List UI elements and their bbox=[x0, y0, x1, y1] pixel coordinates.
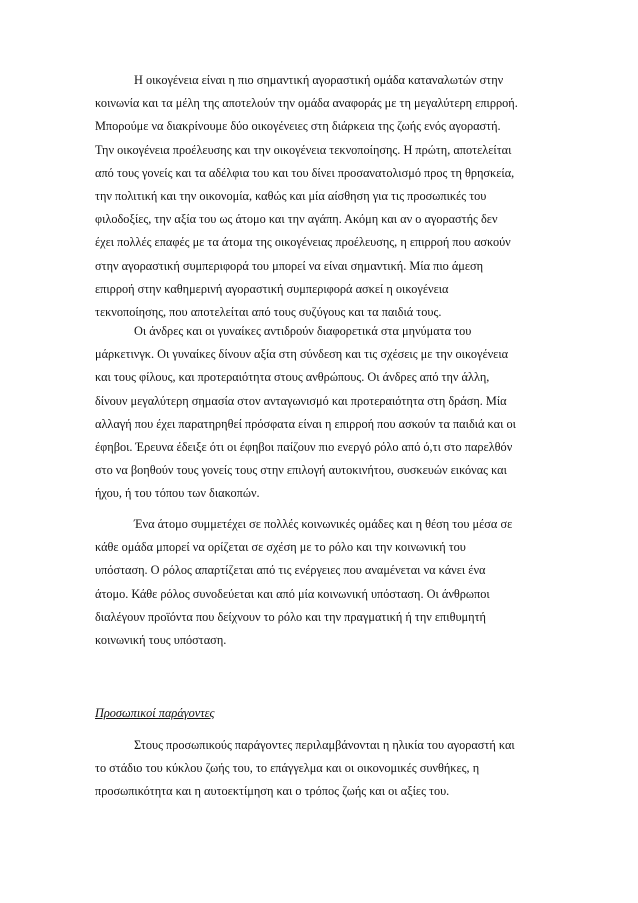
paragraph-line: ήχου, ή του τόπου των διακοπών. bbox=[95, 486, 260, 501]
paragraph-line: την πολιτική και την οικονομία, καθώς και μία αίσθηση για τις προσωπικές του bbox=[95, 188, 487, 203]
paragraph-line: προσωπικότητα και η αυτοεκτίμηση και ο τρόπος ζωής και οι αξίες του. bbox=[95, 784, 450, 799]
paragraph-family bbox=[95, 69, 555, 324]
paragraph-line: Την οικογένεια προέλευσης και την οικογένεια τεκνοποίησης. Η πρώτη, αποτελείται bbox=[95, 142, 512, 157]
paragraph-line: στο να βοηθούν τους γονείς τους στην επιλογή αυτοκινήτου, συσκευών εικόνας και bbox=[95, 463, 507, 478]
paragraph-line: Στους προσωπικούς παράγοντες περιλαμβάνονται η ηλικία του αγοραστή και bbox=[134, 738, 515, 752]
paragraph-line: Οι άνδρες και οι γυναίκες αντιδρούν διαφορετικά στα μηνύματα του bbox=[134, 324, 472, 338]
paragraph-line: κοινωνική τους υπόσταση. bbox=[95, 632, 227, 647]
paragraph-line: στην αγοραστική συμπεριφορά του μπορεί να είναι σημαντική. Μία πιο άμεση bbox=[95, 258, 484, 273]
paragraph-line: υπόσταση. Ο ρόλος απαρτίζεται από τις ενέργειες που αναμένεται να κάνει ένα bbox=[95, 563, 486, 578]
paragraph-line: και τους φίλους, και προτεραιότητα στους ανθρώπους. Οι άνδρες από την άλλη, bbox=[95, 370, 490, 385]
paragraph-line: έφηβοι. Έρευνα έδειξε ότι οι έφηβοι παίζουν πιο ενεργό ρόλο από ό,τι στο παρελθόν bbox=[95, 439, 513, 454]
paragraph-line: Μπορούμε να διακρίνουμε δύο οικογένειες στη διάρκεια της ζωής ενός αγοραστή. bbox=[95, 119, 501, 134]
paragraph-roles bbox=[95, 513, 555, 652]
paragraph-line: Η οικογένεια είναι η πιο σημαντική αγοραστική ομάδα καταναλωτών στην bbox=[134, 73, 504, 87]
paragraph-line: κοινωνία και τα μέλη της αποτελούν την ομάδα αναφοράς με τη μεγαλύτερη επιρροή. bbox=[95, 96, 518, 111]
paragraph-personal-factors bbox=[95, 734, 555, 804]
paragraph-line: επιρροή στην καθημερινή αγοραστική συμπεριφορά ασκεί η οικογένεια bbox=[95, 281, 449, 296]
paragraph-line: διαλέγουν προϊόντα που δείχνουν το ρόλο και την πραγματική ή την επιθυμητή bbox=[95, 609, 486, 624]
paragraph-line: μάρκετινγκ. Οι γυναίκες δίνουν αξία στη σύνδεση και τις σχέσεις με την οικογένεια bbox=[95, 347, 509, 362]
paragraph-line: κάθε ομάδα μπορεί να ορίζεται σε σχέση με το ρόλο και την κοινωνική του bbox=[95, 540, 466, 555]
paragraph-line: τεκνοποίησης, που αποτελείται από τους συζύγους και τα παιδιά τους. bbox=[95, 304, 442, 319]
paragraph-line: δίνουν μεγαλύτερη σημασία στον ανταγωνισμό και προτεραιότητα στη δράση. Μία bbox=[95, 393, 507, 408]
paragraph-line: το στάδιο του κύκλου ζωής του, το επάγγελμα και οι οικονομικές συνθήκες, η bbox=[95, 761, 480, 776]
section-heading: Προσωπικοί παράγοντες bbox=[95, 706, 215, 720]
paragraph-line: άτομο. Κάθε ρόλος συνοδεύεται και από μία κοινωνική υπόσταση. Οι άνθρωποι bbox=[95, 586, 490, 601]
paragraph-line: έχει πολλές επαφές με τα άτομα της οικογένειας προέλευσης, η επιρροή που ασκούν bbox=[95, 235, 511, 250]
paragraph-line: αλλαγή που έχει παρατηρηθεί πρόσφατα είναι η επιρροή που ασκούν τα παιδιά και οι bbox=[95, 416, 516, 431]
paragraph-gender bbox=[95, 320, 555, 506]
paragraph-line: Ένα άτομο συμμετέχει σε πολλές κοινωνικές ομάδες και η θέση του μέσα σε bbox=[134, 517, 513, 531]
paragraph-line: από τους γονείς και τα αδέλφια του και του δίνει προσανατολισμό προς τη θρησκεία, bbox=[95, 165, 515, 180]
paragraph-line: φιλοδοξίες, την αξία του ως άτομο και την αγάπη. Ακόμη και αν ο αγοραστής δεν bbox=[95, 212, 498, 227]
